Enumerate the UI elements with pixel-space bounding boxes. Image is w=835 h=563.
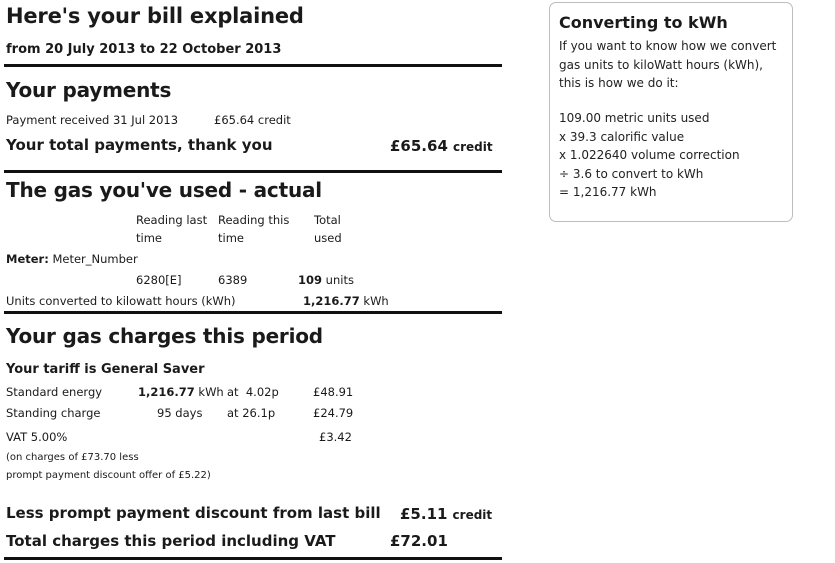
total-payments-value	[390, 136, 493, 155]
total-payments-amount: £65.64	[390, 137, 448, 155]
conversion-box	[549, 2, 793, 222]
total-used-number: 109	[298, 273, 323, 287]
discount-label: Less prompt payment discount from last bill	[6, 504, 381, 522]
total-charges-label: Total charges this period including VAT	[6, 532, 336, 550]
discount-suffix: credit	[452, 508, 493, 522]
column-reading-last: Reading last time	[136, 213, 208, 245]
column-reading-this: Reading this time	[218, 213, 290, 245]
reading-this-value: 6389	[218, 273, 248, 287]
standing-charge-qty: 95 days	[157, 406, 203, 420]
standard-energy-qty	[138, 385, 224, 399]
conversion-step: ÷ 3.6 to convert to kWh	[559, 166, 704, 181]
standing-charge-rate: at 26.1p	[227, 406, 276, 420]
meter-number: Meter_Number	[52, 252, 138, 266]
meter-row	[6, 252, 138, 266]
vat-amount: £3.42	[319, 430, 352, 444]
conversion-intro-line: this is how we do it:	[559, 76, 679, 90]
meter-label: Meter:	[6, 252, 49, 266]
payment-received-amount: £65.64 credit	[214, 113, 291, 127]
conversion-step: x 39.3 calorific value	[559, 129, 685, 144]
divider	[4, 557, 502, 560]
bill-period: from 20 July 2013 to 22 October 2013	[6, 42, 282, 57]
vat-note: (on charges of £73.70 less	[6, 452, 139, 463]
conversion-step: 109.00 metric units used	[559, 111, 710, 125]
gas-used-heading: The gas you've used - actual	[6, 178, 322, 202]
charges-heading: Your gas charges this period	[6, 324, 323, 348]
conversion-intro	[559, 37, 776, 93]
standard-energy-unit: kWh	[198, 385, 224, 399]
discount-value	[400, 504, 492, 523]
column-total-used: Total used	[314, 213, 342, 245]
standard-energy-label: Standard energy	[6, 385, 103, 399]
standard-energy-kwh: 1,216.77	[138, 385, 195, 399]
divider	[4, 170, 502, 173]
conversion-intro-line: gas units to kiloWatt hours (kWh),	[559, 57, 763, 72]
conversion-intro-line: If you want to know how we convert	[559, 39, 777, 53]
tariff-name: Your tariff is General Saver	[6, 362, 205, 377]
standing-charge-amount: £24.79	[313, 406, 354, 420]
converted-number: 1,216.77	[303, 294, 360, 308]
standing-charge-label: Standing charge	[6, 406, 101, 420]
payment-received-label: Payment received 31 Jul 2013	[6, 113, 179, 127]
conversion-step: x 1.022640 volume correction	[559, 148, 740, 162]
converted-value	[303, 294, 389, 308]
total-used-value	[298, 273, 354, 287]
conversion-title: Converting to kWh	[559, 13, 728, 32]
converted-unit: kWh	[363, 294, 389, 308]
converted-label: Units converted to kilowatt hours (kWh)	[6, 294, 236, 308]
payments-heading: Your payments	[6, 78, 172, 102]
vat-note: prompt payment discount offer of £5.22)	[6, 470, 211, 481]
total-payments-label: Your total payments, thank you	[6, 136, 273, 154]
reading-last-value: 6280[E]	[136, 273, 182, 287]
bill-title: Here's your bill explained	[6, 4, 304, 28]
conversion-step: = 1,216.77 kWh	[559, 185, 657, 199]
discount-amount: £5.11	[400, 505, 448, 523]
divider	[4, 311, 502, 314]
standard-energy-rate: at 4.02p	[227, 385, 279, 399]
standard-energy-amount: £48.91	[313, 385, 354, 399]
total-payments-suffix: credit	[452, 140, 493, 154]
vat-label: VAT 5.00%	[6, 430, 68, 444]
total-charges-amount: £72.01	[390, 532, 448, 550]
total-used-unit: units	[325, 273, 354, 287]
conversion-steps	[559, 109, 740, 202]
divider	[4, 64, 502, 67]
